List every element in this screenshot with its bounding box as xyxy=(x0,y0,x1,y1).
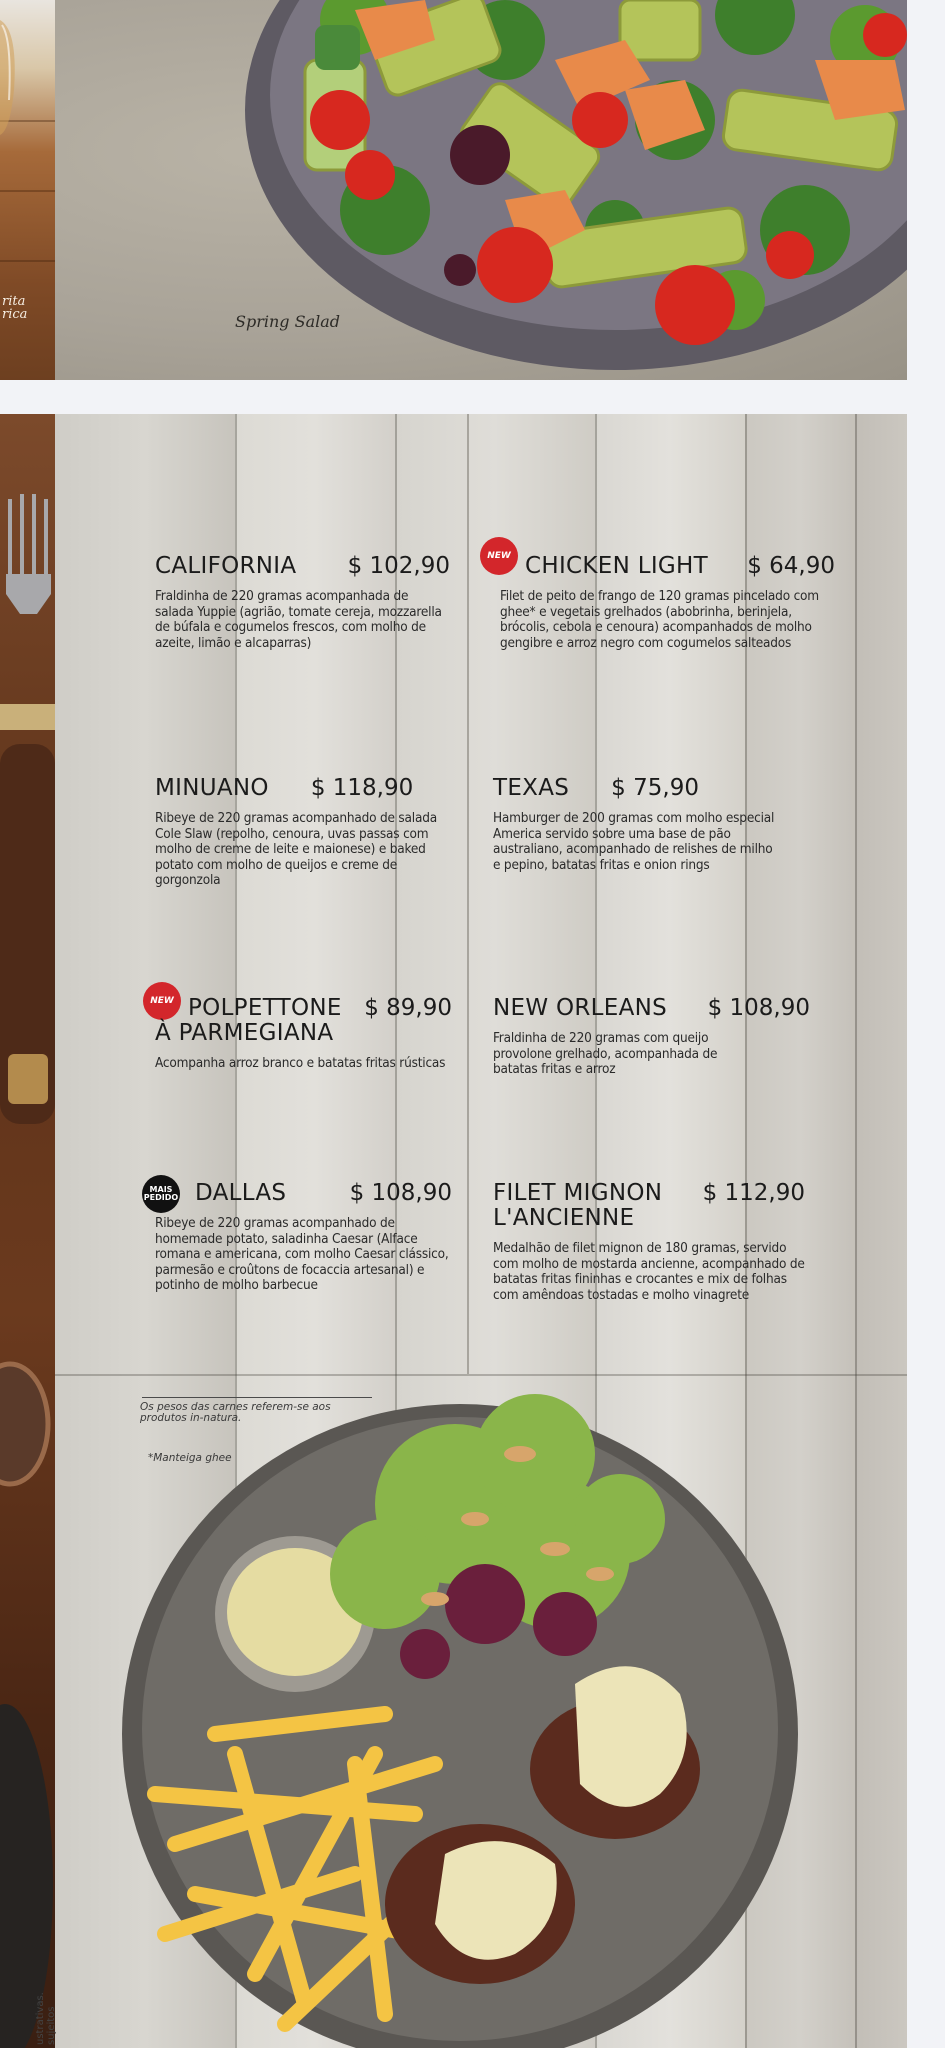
item-name: MINUANO xyxy=(155,775,269,801)
item-name: POLPETTONE À PARMEGIANA xyxy=(155,995,342,1046)
item-name: NEW ORLEANS xyxy=(493,995,668,1021)
menu-item-chicken-light xyxy=(500,553,835,651)
side-note: ustrativas. sujeitos xyxy=(35,1992,57,2045)
menu-item-dallas xyxy=(155,1181,452,1294)
fork-knife-image xyxy=(0,414,55,2048)
item-price: $ 112,90 xyxy=(702,1180,805,1206)
item-description: Hamburger de 200 gramas com molho especial America servido sobre uma base de pão australiano, acompanhado de relishes de milho e pepino, batatas fritas e onion rings xyxy=(493,810,775,873)
menu-item-new-orleans xyxy=(493,996,810,1078)
mais-pedido-badge: MAIS PEDIDO xyxy=(142,1175,180,1213)
photo-caption: Spring Salad xyxy=(235,312,340,331)
item-name: DALLAS xyxy=(195,1180,287,1206)
menu-item-texas xyxy=(493,776,783,873)
item-price: $ 75,90 xyxy=(611,775,699,801)
item-description: Ribeye de 220 gramas acompanhado de homemade potato, saladinha Caesar (Alface romana e americana, com molho Caesar clássico, parmesão e croûtons de focaccia artesanal) e potinho de molho barbecue xyxy=(155,1215,449,1293)
item-description: Ribeye de 220 gramas acompanhado de salada Cole Slaw (repolho, cenoura, uvas passas com molho de creme de leite e maionese) e baked potato com molho de queijos e creme de gorgonzola xyxy=(155,810,437,888)
glass-image xyxy=(0,0,55,140)
item-description: Acompanha arroz branco e batatas fritas rústicas xyxy=(155,1055,446,1071)
item-price: $ 64,90 xyxy=(747,553,835,579)
item-name: TEXAS xyxy=(493,775,570,801)
menu-item-polpettone xyxy=(155,996,452,1072)
previous-page-strip xyxy=(0,0,55,380)
item-price: $ 118,90 xyxy=(310,775,414,801)
new-badge: NEW xyxy=(480,537,518,575)
item-name: CALIFORNIA xyxy=(155,553,297,579)
item-description: Filet de peito de frango de 120 gramas pincelado com ghee* e vegetais grelhados (abobrinha, berinjela, brócolis, cebola e cenoura) acompanhados de molho gengibre e arroz negro com cogumelos salteados xyxy=(500,588,819,651)
item-name: FILET MIGNON L'ANCIENNE xyxy=(493,1180,663,1231)
salad-bowl-image xyxy=(55,0,907,380)
footnote-weights: Os pesos das carnes referem-se aos produtos in-natura. xyxy=(140,1401,331,1424)
new-badge: NEW xyxy=(143,982,181,1020)
menu-item-filet-mignon xyxy=(493,1181,805,1303)
item-description: Fraldinha de 220 gramas com queijo provolone grelhado, acompanhada de batatas fritas e arroz xyxy=(493,1030,718,1077)
item-price: $ 108,90 xyxy=(707,995,810,1021)
table-wood-strip xyxy=(0,414,55,2048)
item-name: CHICKEN LIGHT xyxy=(525,553,708,579)
item-price: $ 89,90 xyxy=(364,995,452,1021)
caption-fragment: rita rica xyxy=(2,294,28,322)
menu-board xyxy=(55,414,852,1374)
spring-salad-photo xyxy=(55,0,907,380)
footnote-ghee: *Manteiga ghee xyxy=(148,1452,232,1464)
item-description: Fraldinha de 220 gramas acompanhada de salada Yuppie (agrião, tomate cereja, mozzarella de búfala e cogumelos frescos, com molho de azeite, limão e alcaparras) xyxy=(155,588,442,651)
item-price: $ 102,90 xyxy=(347,553,450,579)
menu-item-california xyxy=(155,554,450,651)
footnote-divider xyxy=(142,1397,372,1398)
menu-item-minuano xyxy=(155,776,455,889)
item-price: $ 108,90 xyxy=(349,1180,452,1206)
item-description: Medalhão de filet mignon de 180 gramas, servido com molho de mostarda ancienne, acompanhado de batatas fritas fininhas e crocantes e mix de folhas com amêndoas tostadas e molho vinagrete xyxy=(493,1240,805,1303)
steak-plate-image xyxy=(55,1374,907,2048)
menu-page xyxy=(55,414,907,2048)
